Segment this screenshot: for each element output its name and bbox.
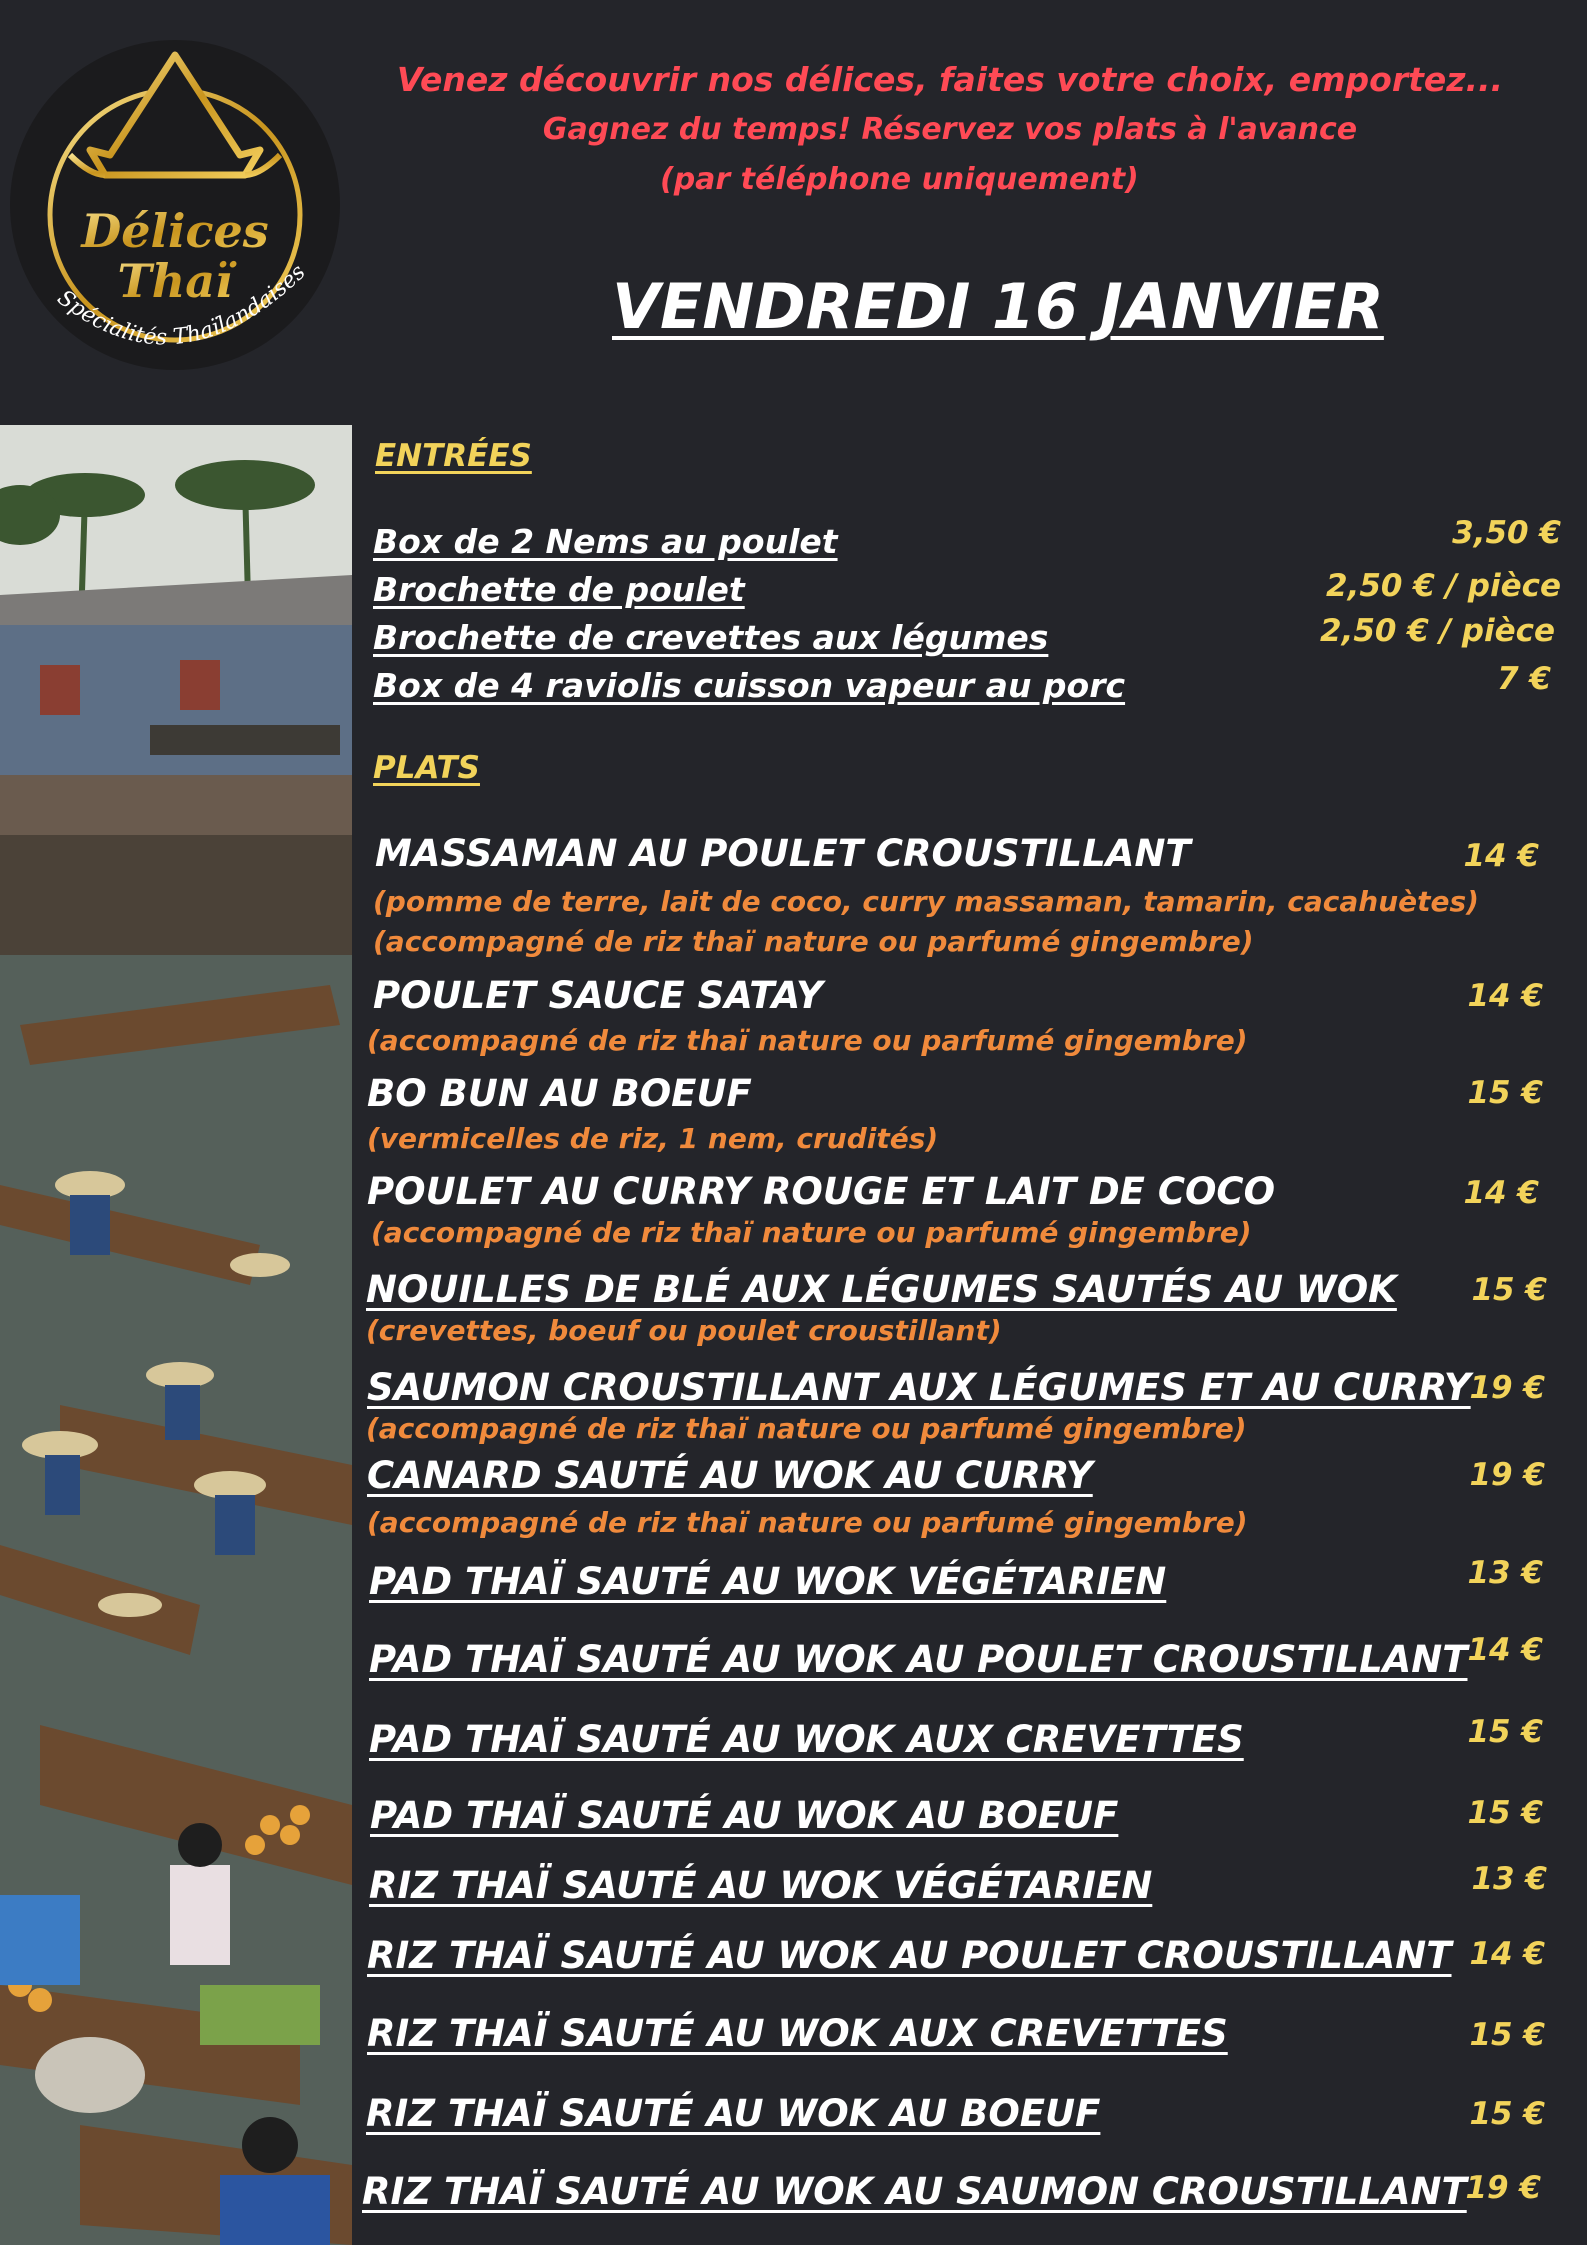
dish-price: 15 € [1467,1075,1543,1111]
dish-desc: (accompagné de riz thaï nature ou parfumé gingembre) [366,1412,1247,1445]
dish-price: 13 € [1471,1861,1547,1897]
dish-name: BO BUN AU BOEUF [367,1072,752,1115]
dish-price: 15 € [1471,1272,1547,1308]
logo [10,25,360,380]
dish-price: 14 € [1469,1936,1545,1972]
promo-line-1: Venez découvrir nos délices, faites votre choix, emportez... [396,60,1504,99]
entree-name-3: Brochette de crevettes aux légumes [373,618,1049,657]
entree-name-1: Box de 2 Nems au poulet [373,522,838,561]
promo-line-2: Gagnez du temps! Réservez vos plats à l'avance [542,112,1358,147]
dish-name: PAD THAÏ SAUTÉ AU WOK AU POULET CROUSTILLANT [369,1638,1468,1681]
dish-desc: (accompagné de riz thaï nature ou parfumé gingembre) [367,1506,1248,1539]
dish-name: RIZ THAÏ SAUTÉ AU WOK AUX CREVETTES [367,2012,1228,2055]
dish-name: RIZ THAÏ SAUTÉ AU WOK AU BOEUF [366,2092,1101,2135]
dish-desc: (crevettes, boeuf ou poulet croustillant) [366,1314,1002,1347]
dish-desc: (accompagné de riz thaï nature ou parfumé gingembre) [373,925,1254,958]
dish-price: 15 € [1469,2017,1545,2053]
floating-market-photo [0,425,352,2245]
dish-name: RIZ THAÏ SAUTÉ AU WOK AU SAUMON CROUSTILLANT [362,2170,1467,2213]
dish-price: 19 € [1469,1370,1545,1406]
dish-desc: (vermicelles de riz, 1 nem, crudités) [367,1122,939,1155]
page-title-date: VENDREDI 16 JANVIER [612,270,1384,343]
dish-desc: (accompagné de riz thaï nature ou parfumé gingembre) [367,1024,1248,1057]
dish-price: 15 € [1467,1714,1543,1750]
dish-price: 19 € [1465,2170,1541,2206]
dish-name: CANARD SAUTÉ AU WOK AU CURRY [367,1454,1093,1497]
dish-name: POULET SAUCE SATAY [373,974,823,1017]
logo-line2: Thaï [117,254,233,308]
logo-tagline: Spécialités Thaïlandaises [52,259,311,351]
dish-name: RIZ THAÏ SAUTÉ AU WOK AU POULET CROUSTILLANT [367,1934,1452,1977]
section-title-plats: PLATS [373,750,480,786]
dish-price: 19 € [1469,1457,1545,1493]
dish-name: RIZ THAÏ SAUTÉ AU WOK VÉGÉTARIEN [369,1864,1153,1907]
entree-name-2: Brochette de poulet [373,570,745,609]
dish-name: PAD THAÏ SAUTÉ AU WOK AUX CREVETTES [369,1718,1244,1761]
entree-price-3: 2,50 € / pièce [1320,613,1555,649]
entree-price-1: 3,50 € [1452,515,1561,551]
logo-line1: Délices [81,204,269,258]
dish-desc: (pomme de terre, lait de coco, curry massaman, tamarin, cacahuètes) [373,885,1479,918]
dish-price: 15 € [1467,1795,1543,1831]
entree-name-4: Box de 4 raviolis cuisson vapeur au porc [373,666,1126,705]
dish-name: POULET AU CURRY ROUGE ET LAIT DE COCO [367,1170,1276,1213]
promo-line-3: (par téléphone uniquement) [660,162,1139,197]
dish-price: 13 € [1467,1555,1543,1591]
dish-name: MASSAMAN AU POULET CROUSTILLANT [375,832,1191,875]
dish-price: 14 € [1467,1632,1543,1668]
section-title-entrees: ENTRÉES [375,438,532,474]
dish-price: 15 € [1469,2096,1545,2132]
dish-name: NOUILLES DE BLÉ AUX LÉGUMES SAUTÉS AU WOK [366,1268,1397,1311]
entree-price-2: 2,50 € / pièce [1326,568,1561,604]
dish-price: 14 € [1467,978,1543,1014]
dish-price: 14 € [1463,838,1539,874]
dish-price: 14 € [1463,1175,1539,1211]
dish-desc: (accompagné de riz thaï nature ou parfumé gingembre) [371,1216,1252,1249]
dish-name: PAD THAÏ SAUTÉ AU WOK AU BOEUF [370,1794,1119,1837]
entree-price-4: 7 € [1497,661,1551,697]
dish-name: SAUMON CROUSTILLANT AUX LÉGUMES ET AU CURRY [367,1366,1471,1409]
dish-name: PAD THAÏ SAUTÉ AU WOK VÉGÉTARIEN [369,1560,1167,1603]
